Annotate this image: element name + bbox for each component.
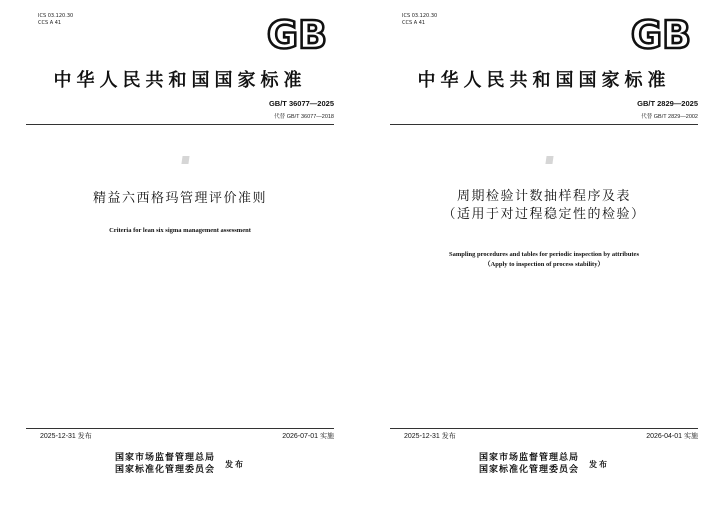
english-title-line2: （Apply to inspection of process stability） — [484, 261, 604, 268]
implementation-date: 2026-07-01 实施 — [282, 433, 334, 440]
gb-logo — [266, 14, 328, 54]
classification-codes — [38, 13, 73, 26]
english-title — [376, 250, 712, 270]
authority-line2: 国家标准化管理委员会 — [114, 465, 215, 475]
authority-line2: 国家标准化管理委员会 — [478, 465, 579, 475]
chinese-title — [12, 190, 348, 208]
placeholder-mark — [181, 156, 189, 164]
chinese-title-line2: （适用于对过程稳定性的检验） — [442, 207, 646, 222]
authority-line1: 国家市场监督管理总局 — [114, 453, 215, 463]
standard-category-title: 中华人民共和国国家标准 — [53, 70, 307, 91]
chinese-title-line1: 周期检验计数抽样程序及表 — [456, 189, 631, 204]
ccs-code: CCS A 41 — [38, 19, 62, 26]
chinese-title — [376, 188, 712, 224]
release-date: 2025-12-31 发布 — [404, 433, 456, 440]
issued-label: 发布 — [225, 459, 245, 469]
authority-line1: 国家市场监督管理总局 — [478, 453, 579, 463]
issuing-authority — [12, 452, 348, 476]
standard-cover-right — [376, 0, 712, 510]
english-title-line1: Criteria for lean six sigma management assessment — [109, 227, 251, 234]
authority-names — [479, 452, 579, 476]
standard-number: GB/T 36077—2025 — [268, 99, 334, 108]
bottom-divider — [26, 428, 334, 429]
placeholder-mark — [545, 156, 553, 164]
issued-label: 发布 — [589, 459, 609, 469]
english-title-line1: Sampling procedures and tables for periodic inspection by attributes — [449, 251, 639, 258]
gb-logo-text: GB — [266, 14, 328, 54]
gb-logo — [630, 14, 692, 54]
standard-category-title: 中华人民共和国国家标准 — [417, 70, 671, 91]
standard-cover-left — [12, 0, 348, 510]
bottom-divider — [390, 428, 698, 429]
chinese-title-line1: 精益六西格玛管理评价准则 — [92, 191, 267, 206]
ics-code: ICS 03.120.30 — [402, 13, 438, 19]
authority-names — [115, 452, 215, 476]
issuing-authority — [376, 452, 712, 476]
gb-logo-text: GB — [630, 14, 692, 54]
replaces-standard: 代替 GB/T 2829—2002 — [641, 114, 698, 120]
top-divider — [390, 124, 698, 125]
english-title — [12, 226, 348, 236]
implementation-date: 2026-04-01 实施 — [646, 433, 698, 440]
replaces-standard: 代替 GB/T 36077—2018 — [274, 114, 334, 120]
ics-code: ICS 03.120.30 — [38, 13, 74, 19]
release-date: 2025-12-31 发布 — [40, 433, 92, 440]
classification-codes — [402, 13, 437, 26]
top-divider — [26, 124, 334, 125]
standard-number: GB/T 2829—2025 — [637, 99, 698, 108]
ccs-code: CCS A 41 — [402, 19, 426, 26]
